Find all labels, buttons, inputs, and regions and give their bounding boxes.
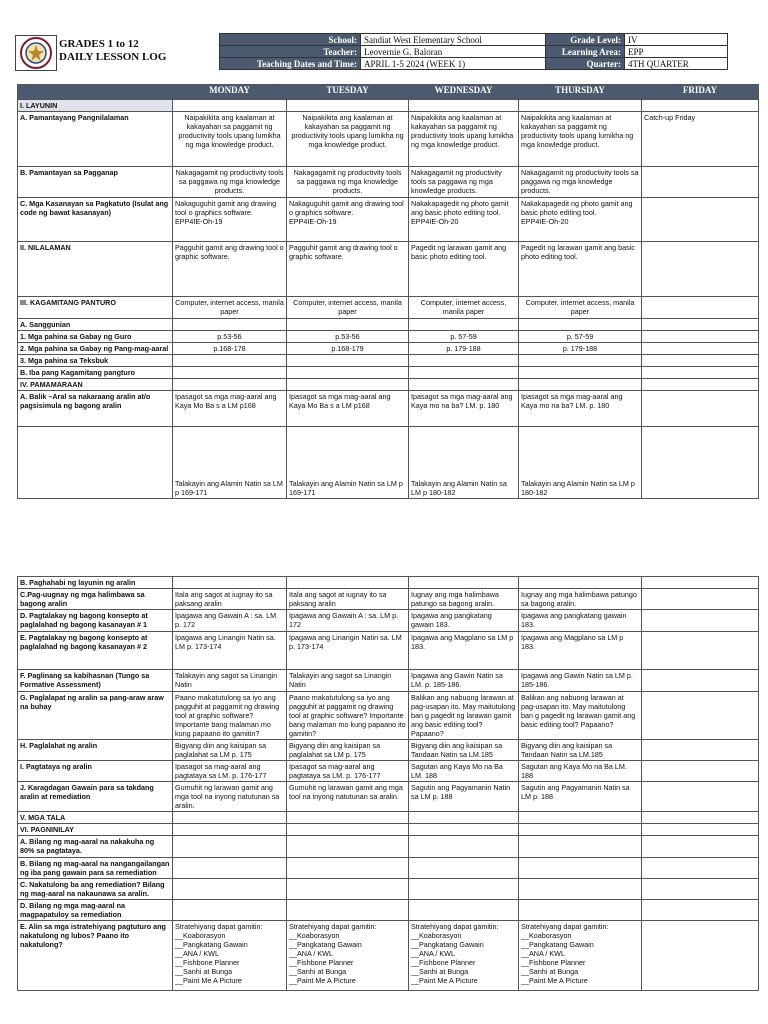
lesson-cell xyxy=(519,379,642,391)
table-row xyxy=(18,343,759,355)
lesson-cell xyxy=(409,900,519,921)
row-label: 1. Mga pahina sa Gabay ng Guro xyxy=(18,331,173,343)
lesson-cell: Catch-up Friday xyxy=(642,112,759,167)
lesson-cell xyxy=(642,167,759,198)
lesson-log-header xyxy=(13,33,753,73)
lesson-cell xyxy=(642,355,759,367)
lesson-cell: Balikan ang nabuong larawan at pag-usapan ito. May maitutulong ban g pagedit ng larawan gamit ang basic editing tool? Papaano? xyxy=(519,692,642,740)
lesson-cell xyxy=(642,782,759,812)
lesson-cell: Stratehiyang dapat gamitin: __Koaborasyon __Pangkatang Gawain __ANA / KWL __Fishbone Planner __Sanhi at Bunga __Paint Me A Picture xyxy=(409,921,519,991)
table-row xyxy=(18,319,759,331)
table-row xyxy=(18,692,759,740)
lesson-cell xyxy=(642,331,759,343)
lesson-cell: Talakayin ang Alamin Natin sa LM p 169-171 xyxy=(173,427,287,499)
lesson-cell xyxy=(642,319,759,331)
table-row xyxy=(18,858,759,879)
table-row xyxy=(18,100,759,112)
table-row xyxy=(18,670,759,692)
lesson-cell xyxy=(642,824,759,836)
lesson-cell xyxy=(173,824,287,836)
day-header: THURSDAY xyxy=(519,85,642,100)
lesson-cell: Pagedit ng larawan gamit ang basic photo editing tool. xyxy=(409,242,519,297)
lesson-cell: Ipagawa ang pangkatang gawain 183. xyxy=(409,610,519,632)
table-row xyxy=(18,198,759,242)
row-label: V. MGA TALA xyxy=(18,812,173,824)
lesson-cell xyxy=(287,577,409,589)
dates-value: APRIL 1-5 2024 (WEEK 1) xyxy=(361,58,546,70)
lesson-cell: Talakayin ang sagot sa Linangin Natin xyxy=(287,670,409,692)
row-label: IV. PAMAMARAAN xyxy=(18,379,173,391)
document-title xyxy=(59,38,166,64)
lesson-cell: Ipagawa ang Gawin Natin sa LM p. 185-186. xyxy=(519,670,642,692)
lesson-cell: p. 179-188 xyxy=(519,343,642,355)
lesson-cell xyxy=(173,858,287,879)
teacher-label: Teacher: xyxy=(220,46,361,58)
lesson-cell xyxy=(173,900,287,921)
table-row xyxy=(18,391,759,427)
lesson-cell: p.168-179 xyxy=(287,343,409,355)
lesson-cell: Computer, internet access, manila paper xyxy=(519,297,642,319)
row-label: 2. Mga pahina sa Gabay ng Pang-mag-aaral xyxy=(18,343,173,355)
row-label: C.Pag-uugnay ng mga halimbawa sa bagong aralin xyxy=(18,589,173,610)
school-label: School: xyxy=(220,34,361,46)
lesson-cell: Bigyang diin ang kaisipan sa paglalahat sa LM p. 175 xyxy=(173,740,287,761)
lesson-cell: Paano makatutulong sa iyo ang pagguhit at paggamit ng drawing tool at graphic software? Importante bang malaman mo kung papaano ito gamitin? xyxy=(173,692,287,740)
lesson-cell: Talakayin ang sagot sa Linangin Natin xyxy=(173,670,287,692)
lesson-cell xyxy=(173,319,287,331)
lesson-cell xyxy=(519,858,642,879)
lesson-cell xyxy=(287,379,409,391)
lesson-cell xyxy=(287,879,409,900)
quarter-value: 4TH QUARTER xyxy=(625,58,728,70)
lesson-cell: Iugnay ang mga halimbawa patungo sa bagong aralin. xyxy=(409,589,519,610)
table-row xyxy=(18,900,759,921)
lesson-cell: Nakagagamit ng productivity tools sa paggawa ng mga knowledge products. xyxy=(287,167,409,198)
lesson-cell xyxy=(287,812,409,824)
row-label: A. Sanggunian xyxy=(18,319,173,331)
lesson-cell: Computer, internet access, manila paper xyxy=(287,297,409,319)
table-row xyxy=(18,879,759,900)
grade-label: Grade Level: xyxy=(546,34,625,46)
lesson-cell xyxy=(173,812,287,824)
title-line-2: DAILY LESSON LOG xyxy=(59,51,167,63)
deped-seal-icon xyxy=(15,35,57,71)
lesson-cell: Ipasagot sa mga mag-aaral ang Kaya Mo Ba s a LM p168 xyxy=(173,391,287,427)
lesson-cell: Bigyang diin ang kaisipan sa Tandaan Natin sa LM.185 xyxy=(519,740,642,761)
lesson-cell xyxy=(642,921,759,991)
table-row xyxy=(18,740,759,761)
row-label: B. Pamantayan sa Pagganap xyxy=(18,167,173,198)
lesson-cell: Stratehiyang dapat gamitin: __Koaborasyon __Pangkatang Gawain __ANA / KWL __Fishbone Planner __Sanhi at Bunga __Paint Me A Picture xyxy=(173,921,287,991)
lesson-cell xyxy=(287,355,409,367)
lesson-cell: p. 179-188 xyxy=(409,343,519,355)
lesson-cell xyxy=(409,100,519,112)
lesson-cell xyxy=(173,355,287,367)
lesson-cell xyxy=(409,367,519,379)
day-header: FRIDAY xyxy=(642,85,759,100)
lesson-cell xyxy=(409,379,519,391)
table-row xyxy=(18,921,759,991)
lesson-cell xyxy=(519,577,642,589)
lesson-cell: Stratehiyang dapat gamitin: __Koaborasyon __Pangkatang Gawain __ANA / KWL __Fishbone Planner __Sanhi at Bunga __Paint Me A Picture xyxy=(287,921,409,991)
lesson-cell: Ipasagot sa mag-aaral ang pagtataya sa LM. p. 176-177 xyxy=(173,761,287,782)
lesson-cell: Talakayin ang Alamin Natin sa LM p 180-182 xyxy=(409,427,519,499)
row-label: C. Nakatulong ba ang remediation? Bilang ng mag-aaral na nakaunawa sa aralin. xyxy=(18,879,173,900)
lesson-cell xyxy=(173,577,287,589)
school-value: Sandiat West Elementary School xyxy=(361,34,546,46)
lesson-cell xyxy=(642,740,759,761)
row-label: I. Pagtataya ng aralin xyxy=(18,761,173,782)
day-header: TUESDAY xyxy=(287,85,409,100)
lesson-cell: Ipagawa ang Linangin Natin sa. LM p. 173-174 xyxy=(287,632,409,670)
lesson-cell xyxy=(173,100,287,112)
lesson-cell: Computer, internet access, manila paper xyxy=(409,297,519,319)
lesson-cell: Nakagagamit ng productivity tools sa paggawa ng mga knowledge products. xyxy=(409,167,519,198)
lesson-cell xyxy=(173,879,287,900)
row-label: E. Pagtalakay ng bagong konsepto at paglalahad ng bagong kasanayan # 2 xyxy=(18,632,173,670)
row-label: E. Alin sa mga istratehiyang pagtuturo ang nakatulong ng lubos? Paano ito nakatulong? xyxy=(18,921,173,991)
row-label: II. NILALAMAN xyxy=(18,242,173,297)
table-row xyxy=(18,632,759,670)
lesson-cell: Naipakikita ang kaalaman at kakayahan sa paggamit ng productivity tools upang lumikha ng mga knowledge product. xyxy=(409,112,519,167)
area-label: Learning Area: xyxy=(546,46,625,58)
lesson-cell: Gumuhit ng larawan gamit ang mga tool na inyong natutunan sa aralin. xyxy=(173,782,287,812)
lesson-cell: Ipagawa ang Gawain A : sa. LM p. 172 xyxy=(173,610,287,632)
lesson-cell xyxy=(642,900,759,921)
lesson-cell: Sagutan ang Kaya Mo na Ba LM. 188 xyxy=(519,761,642,782)
lesson-cell xyxy=(642,427,759,499)
lesson-cell xyxy=(173,367,287,379)
lesson-cell xyxy=(642,100,759,112)
lesson-cell xyxy=(287,858,409,879)
lesson-cell xyxy=(287,900,409,921)
row-label: B. Bilang ng mag-aaral na nangangailangan ng iba pang gawain para sa remediation xyxy=(18,858,173,879)
row-label: J. Karagdagan Gawain para sa takdang aralin at remediation xyxy=(18,782,173,812)
lesson-cell xyxy=(642,589,759,610)
lesson-cell: Iugnay ang mga halimbawa patungo sa bagong aralin. xyxy=(519,589,642,610)
lesson-cell: Talakayin ang Alamin Natin sa LM p 169-171 xyxy=(287,427,409,499)
lesson-cell xyxy=(173,379,287,391)
lesson-cell: Ipagawa ang pangkatang gawain 183. xyxy=(519,610,642,632)
lesson-cell xyxy=(409,858,519,879)
lesson-cell xyxy=(642,343,759,355)
lesson-cell: Naipakikita ang kaalaman at kakayahan sa paggamit ng productivity tools upang lumikha ng mga knowledge product. xyxy=(287,112,409,167)
lesson-cell: Nakakapagedit ng photo gamit ang basic photo editing tool. EPP4IE-Oh-20 xyxy=(409,198,519,242)
lesson-cell: Nakagagamit ng productivity tools sa paggawa ng mga knowledge products. xyxy=(519,167,642,198)
table-row xyxy=(18,112,759,167)
row-label: A. Bilang ng mag-aaral na nakakuha ng 80% sa pagtataya. xyxy=(18,836,173,858)
lesson-cell: p. 57-59 xyxy=(409,331,519,343)
lesson-cell: Itala ang sagot at iugnay ito sa paksang aralin xyxy=(173,589,287,610)
lesson-cell xyxy=(287,836,409,858)
lesson-cell: Pagedit ng larawan gamit ang basic photo editing tool. xyxy=(519,242,642,297)
lesson-cell xyxy=(409,577,519,589)
lesson-cell: Ipasagot sa mga mag-aaral ang Kaya Mo Ba s a LM p168 xyxy=(287,391,409,427)
lesson-cell xyxy=(409,879,519,900)
lesson-cell xyxy=(642,761,759,782)
area-value: EPP xyxy=(625,46,728,58)
day-header-row xyxy=(18,85,759,100)
lesson-cell xyxy=(409,824,519,836)
lesson-cell: p.53-56 xyxy=(287,331,409,343)
lesson-cell xyxy=(519,836,642,858)
table-row xyxy=(18,367,759,379)
lesson-cell: Talakayin ang Alamin Natin sa LM p 180-182 xyxy=(519,427,642,499)
lesson-cell: Gumuhit ng larawan gamit ang mga tool na inyong natutunan sa aralin. xyxy=(287,782,409,812)
lesson-cell xyxy=(519,100,642,112)
table-row xyxy=(18,812,759,824)
lesson-cell xyxy=(287,367,409,379)
table-row xyxy=(18,427,759,499)
table-row xyxy=(18,297,759,319)
table-row xyxy=(18,589,759,610)
lesson-cell xyxy=(519,812,642,824)
lesson-cell: p. 57-59 xyxy=(519,331,642,343)
lesson-cell xyxy=(409,836,519,858)
lesson-cell xyxy=(642,367,759,379)
lesson-cell: Balikan ang nabuong larawan at pag-usapan ito. May maitutulong ban g pagedit ng larawan gamit ang basic editing tool? Papaano? xyxy=(409,692,519,740)
lesson-cell: Naipakikita ang kaalaman at kakayahan sa paggamit ng productivity tools upang lumikha ng mga knowledge product. xyxy=(173,112,287,167)
lesson-cell: Sagutin ang Pagyamanin Natin sa LM p. 188 xyxy=(409,782,519,812)
table-row xyxy=(18,836,759,858)
lesson-cell xyxy=(287,824,409,836)
day-header: MONDAY xyxy=(173,85,287,100)
table-row xyxy=(18,331,759,343)
lesson-cell: Ipagawa ang Magplano sa LM p 183. xyxy=(519,632,642,670)
lesson-cell: Nakaguguhit gamit ang drawing tool o graphics software. EPP4IE-Oh-19 xyxy=(173,198,287,242)
lesson-cell: Bigyang diin ang kaisipan sa paglalahat sa LM p. 175 xyxy=(287,740,409,761)
lesson-cell: Nakakapagedit ng photo gamit ang basic photo editing tool. EPP4IE-Oh-20 xyxy=(519,198,642,242)
table-row xyxy=(18,167,759,198)
lesson-cell xyxy=(642,812,759,824)
lesson-cell: Pagguhit gamit ang drawing tool o graphic software. xyxy=(173,242,287,297)
row-label: H. Paglalahat ng aralin xyxy=(18,740,173,761)
lesson-cell xyxy=(642,198,759,242)
lesson-table-part-1 xyxy=(17,84,759,499)
lesson-cell: p.168-178 xyxy=(173,343,287,355)
lesson-cell xyxy=(519,879,642,900)
lesson-cell xyxy=(642,379,759,391)
row-label xyxy=(18,427,173,499)
lesson-cell xyxy=(642,242,759,297)
lesson-cell: Stratehiyang dapat gamitin: __Koaborasyon __Pangkatang Gawain __ANA / KWL __Fishbone Planner __Sanhi at Bunga __Paint Me A Picture xyxy=(519,921,642,991)
lesson-cell: Computer, internet access, manila paper xyxy=(173,297,287,319)
row-label: D. Pagtalakay ng bagong konsepto at paglalahad ng bagong kasanayan # 1 xyxy=(18,610,173,632)
row-label: G. Paglalapat ng aralin sa pang-araw araw na buhay xyxy=(18,692,173,740)
lesson-cell xyxy=(287,319,409,331)
lesson-cell: Bigyang diin ang kaisipan sa Tandaan Natin sa LM.185 xyxy=(409,740,519,761)
row-label: A. Balik –Aral sa nakaraang aralin at/o pagsisimula ng bagong aralin xyxy=(18,391,173,427)
lesson-cell: Pagguhit gamit ang drawing tool o graphic software. xyxy=(287,242,409,297)
lesson-cell xyxy=(642,391,759,427)
lesson-cell: Paano makatutulong sa iyo ang pagguhit at paggamit ng drawing tool at graphic software? Importante bang malaman mo kung papaano ito gamitin? xyxy=(287,692,409,740)
lesson-cell xyxy=(519,367,642,379)
lesson-cell: Ipagawa ang Linangin Natin sa. LM p. 173-174 xyxy=(173,632,287,670)
lesson-cell: Ipasagot sa mga mag-aaral ang Kaya mo na ba? LM. p. 180 xyxy=(519,391,642,427)
lesson-cell: Nakagagamit ng productivity tools sa paggawa ng mga knowledge products. xyxy=(173,167,287,198)
lesson-cell: Ipagawa ang Gawin Natin sa LM. p. 185-186. xyxy=(409,670,519,692)
lesson-cell: Naipakikita ang kaalaman at kakayahan sa paggamit ng productivity tools upang lumikha ng mga knowledge product. xyxy=(519,112,642,167)
lesson-cell: Sagutan ang Kaya Mo na Ba LM. 188 xyxy=(409,761,519,782)
lesson-cell: Itala ang sagot at iugnay ito sa paksang aralin xyxy=(287,589,409,610)
lesson-cell xyxy=(173,836,287,858)
title-line-1: GRADES 1 to 12 xyxy=(59,38,139,50)
lesson-cell xyxy=(519,319,642,331)
lesson-cell: p.53-56 xyxy=(173,331,287,343)
lesson-cell xyxy=(519,355,642,367)
header-info-table xyxy=(219,33,728,70)
lesson-cell xyxy=(287,100,409,112)
lesson-cell xyxy=(409,812,519,824)
quarter-label: Quarter: xyxy=(546,58,625,70)
row-label: 3. Mga pahina sa Teksbuk xyxy=(18,355,173,367)
lesson-cell xyxy=(642,670,759,692)
lesson-cell xyxy=(642,297,759,319)
lesson-table-part-2 xyxy=(17,576,759,991)
grade-value: IV xyxy=(625,34,728,46)
lesson-cell: Sagutin ang Pagyamanin Natin sa LM p. 188 xyxy=(519,782,642,812)
row-label: A. Pamantayang Pangnilalaman xyxy=(18,112,173,167)
lesson-cell xyxy=(642,610,759,632)
table-row xyxy=(18,761,759,782)
table-row xyxy=(18,782,759,812)
lesson-cell: Ipasagot sa mga mag-aaral ang Kaya mo na ba? LM. p. 180 xyxy=(409,391,519,427)
teacher-value: Leovernie G. Baloran xyxy=(361,46,546,58)
lesson-cell xyxy=(519,824,642,836)
row-label: B. Iba pang Kagamitang pangturo xyxy=(18,367,173,379)
table-row xyxy=(18,355,759,367)
lesson-cell xyxy=(409,355,519,367)
corner-header xyxy=(18,85,173,100)
table-row xyxy=(18,242,759,297)
row-label: C. Mga Kasanayan sa Pagkatuto (Isulat ang code ng bawat kasanayan) xyxy=(18,198,173,242)
table-row xyxy=(18,577,759,589)
table-row xyxy=(18,610,759,632)
lesson-cell: Ipagawa ang Magplano sa LM p 183. xyxy=(409,632,519,670)
row-label: B. Paghahabi ng layunin ng aralin xyxy=(18,577,173,589)
row-label: III. KAGAMITANG PANTURO xyxy=(18,297,173,319)
day-header: WEDNESDAY xyxy=(409,85,519,100)
row-label: I. LAYUNIN xyxy=(18,100,173,112)
lesson-cell xyxy=(642,858,759,879)
table-row xyxy=(18,824,759,836)
row-label: VI. PAGNINILAY xyxy=(18,824,173,836)
table-row xyxy=(18,379,759,391)
lesson-cell: Ipasagot sa mag-aaral ang pagtataya sa LM. p. 176-177 xyxy=(287,761,409,782)
lesson-cell xyxy=(642,692,759,740)
lesson-cell xyxy=(642,836,759,858)
dates-label: Teaching Dates and Time: xyxy=(220,58,361,70)
lesson-cell xyxy=(642,632,759,670)
lesson-cell: Ipagawa ang Gawain A : sa. LM p. 172 xyxy=(287,610,409,632)
lesson-cell xyxy=(519,900,642,921)
row-label: D. Bilang ng mga mag-aaral na magpapatuloy sa remediation xyxy=(18,900,173,921)
lesson-cell xyxy=(409,319,519,331)
lesson-cell: Nakaguguhit gamit ang drawing tool o graphics software. EPP4IE-Oh-19 xyxy=(287,198,409,242)
row-label: F. Paglinang sa kabihasnan (Tungo sa Formative Assessment) xyxy=(18,670,173,692)
lesson-cell xyxy=(642,879,759,900)
lesson-cell xyxy=(642,577,759,589)
